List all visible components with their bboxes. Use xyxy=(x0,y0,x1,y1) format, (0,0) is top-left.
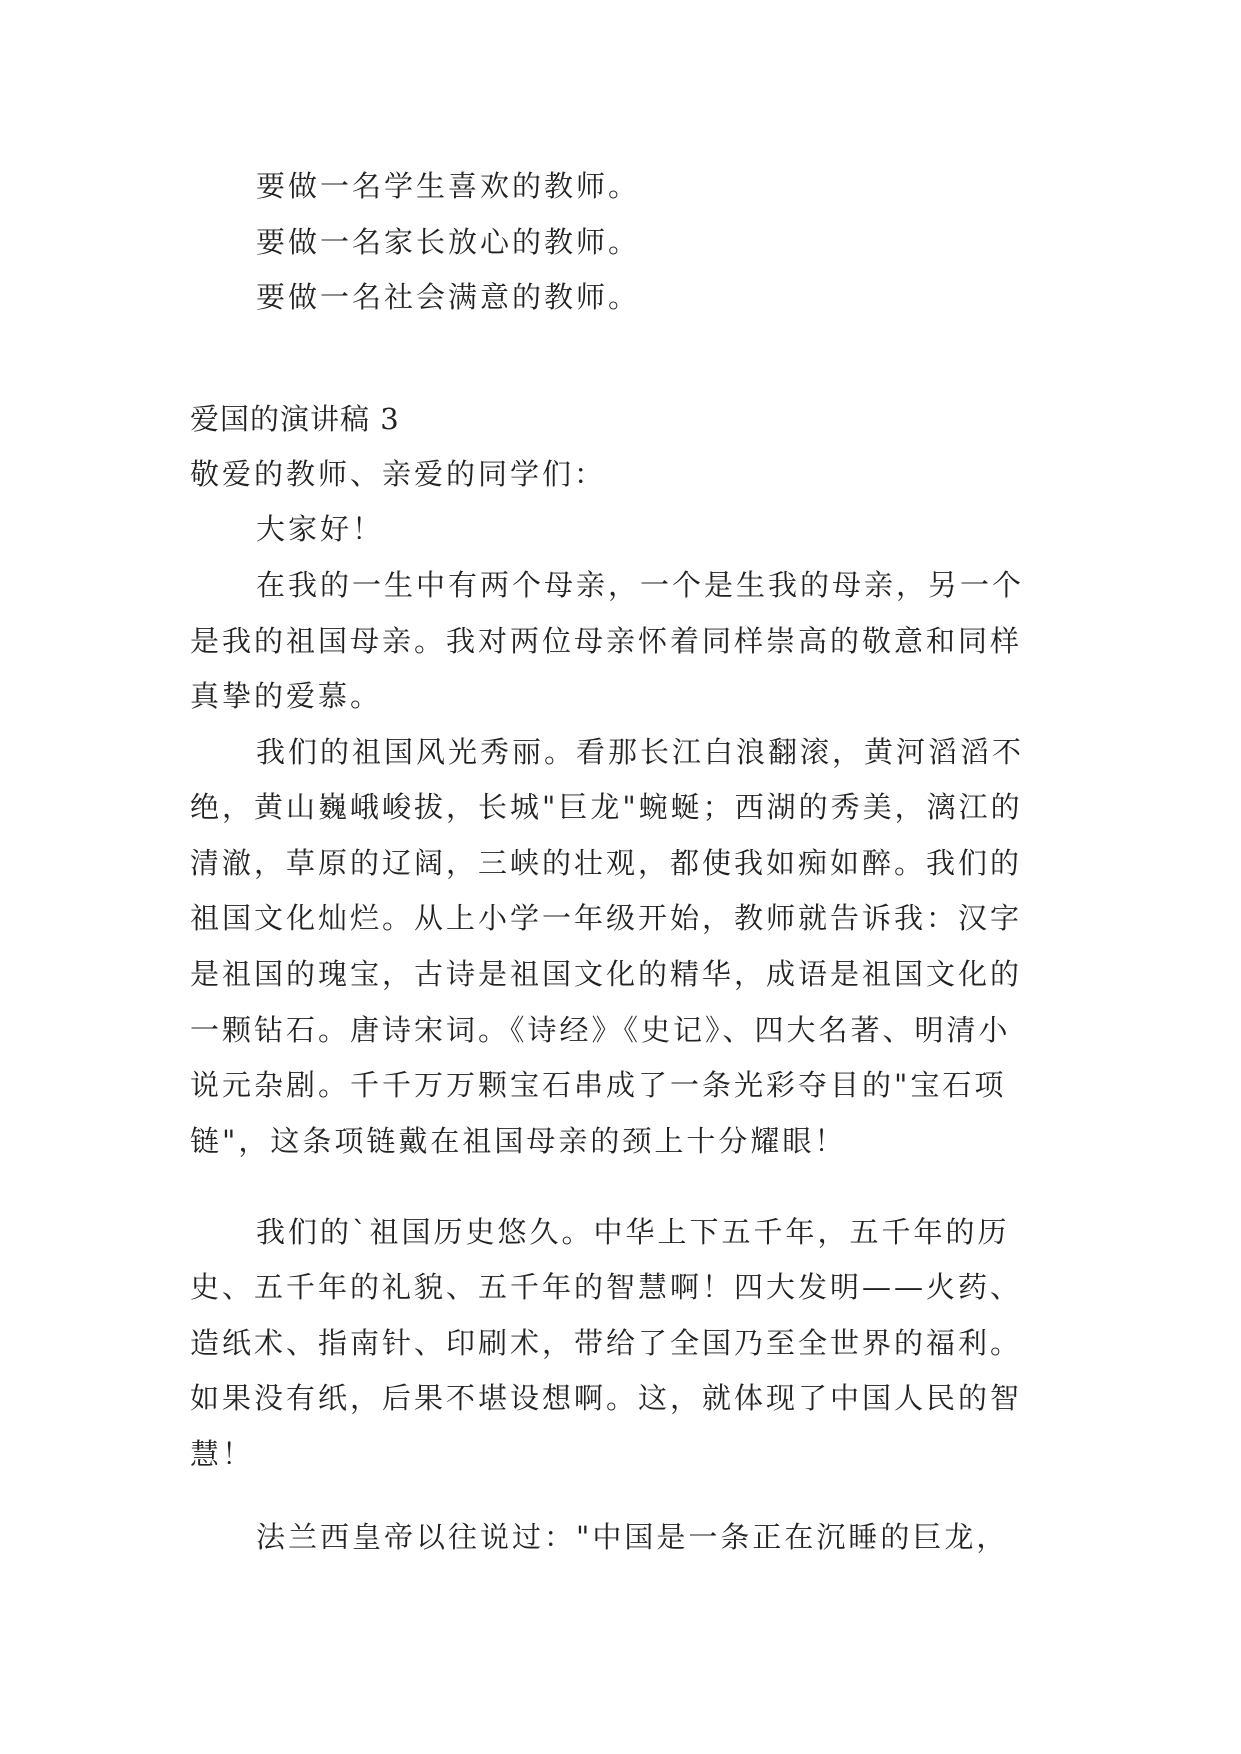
paragraph-line: 我们的祖国风光秀丽。看那长江白浪翻滚，黄河滔滔不 xyxy=(256,735,1025,769)
salutation: 敬爱的教师、亲爱的同学们： xyxy=(190,457,607,491)
paragraph-line: 清澈，草原的辽阔，三峡的壮观，都使我如痴如醉。我们的 xyxy=(190,846,1023,880)
paragraph-line: 如果没有纸，后果不堪设想啊。这，就体现了中国人民的智 xyxy=(190,1381,1023,1415)
paragraph-line: 链"，这条项链戴在祖国母亲的颈上十分耀眼！ xyxy=(190,1124,847,1158)
paragraph-line: 一颗钻石。唐诗宋词。《诗经》《史记》、四大名著、明清小 xyxy=(190,1013,1011,1047)
paragraph-line: 在我的一生中有两个母亲，一个是生我的母亲，另一个 xyxy=(256,568,1025,602)
closing-line: 要做一名学生喜欢的教师。 xyxy=(256,169,641,203)
paragraph-line: 绝，黄山巍峨峻拔，长城"巨龙"蜿蜒；西湖的秀美，漓江的 xyxy=(190,790,1023,824)
paragraph-line: 真挚的爱慕。 xyxy=(190,679,383,713)
closing-line: 要做一名社会满意的教师。 xyxy=(256,280,641,314)
paragraph-line: 造纸术、指南针、印刷术，带给了全国乃至全世界的福利。 xyxy=(190,1326,1023,1360)
paragraph-line: 祖国文化灿烂。从上小学一年级开始，教师就告诉我：汉字 xyxy=(190,901,1023,935)
section-title: 爱国的演讲稿 3 xyxy=(190,402,400,436)
paragraph-line: 法兰西皇帝以往说过："中国是一条正在沉睡的巨龙， xyxy=(256,1520,1009,1554)
paragraph-line: 我们的`祖国历史悠久。中华上下五千年，五千年的历 xyxy=(256,1215,1010,1249)
paragraph-line: 是祖国的瑰宝，古诗是祖国文化的精华，成语是祖国文化的 xyxy=(190,957,1023,991)
closing-line: 要做一名家长放心的教师。 xyxy=(256,225,641,259)
paragraph-line: 说元杂剧。千千万万颗宝石串成了一条光彩夺目的"宝石项 xyxy=(190,1068,1007,1102)
paragraph-line: 史、五千年的礼貌、五千年的智慧啊！四大发明——火药、 xyxy=(190,1270,1023,1304)
paragraph-line: 是我的祖国母亲。我对两位母亲怀着同样崇高的敬意和同样 xyxy=(190,624,1023,658)
greeting: 大家好！ xyxy=(256,512,385,546)
paragraph-line: 慧！ xyxy=(190,1437,255,1471)
